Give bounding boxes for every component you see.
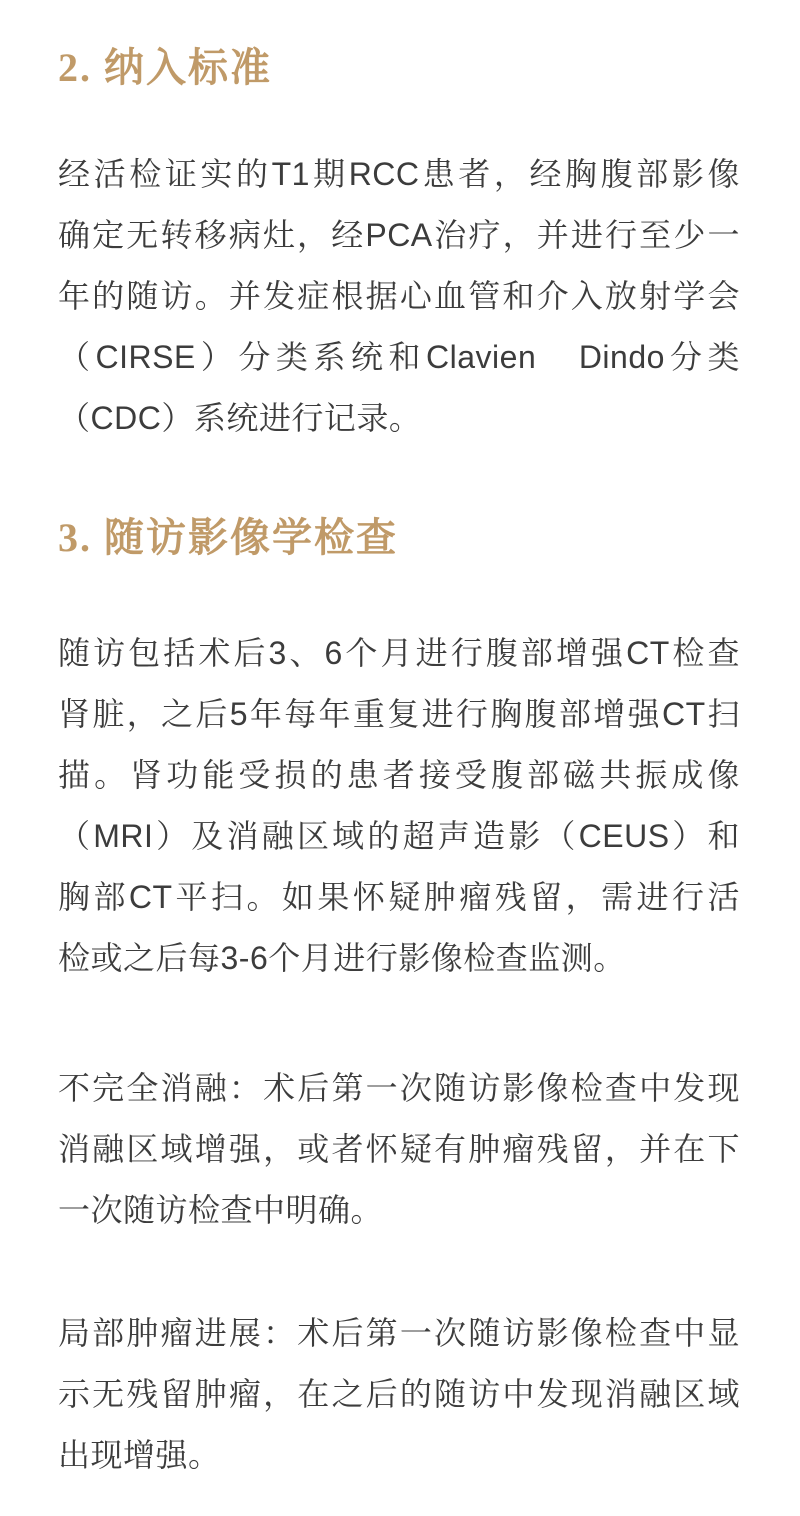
paragraph-inclusion-criteria <box>58 144 740 449</box>
text-line: 出现增强。 <box>58 1437 221 1473</box>
text-line: 肾脏，之后5年每年重复进行胸腹部增强CT扫 <box>58 696 740 732</box>
text-line: （CDC）系统进行记录。 <box>58 400 422 436</box>
text-line: 不完全消融：术后第一次随访影像检查中发现 <box>58 1070 740 1106</box>
text-line: 局部肿瘤进展：术后第一次随访影像检查中显 <box>58 1315 740 1351</box>
paragraph-followup-imaging <box>58 623 740 989</box>
text-line: 示无残留肿瘤，在之后的随访中发现消融区域 <box>58 1376 740 1412</box>
text-line: 一次随访检查中明确。 <box>58 1192 384 1228</box>
text-line: 年的随访。并发症根据心血管和介入放射学会 <box>58 278 740 314</box>
text-line: （MRI）及消融区域的超声造影（CEUS）和 <box>58 818 740 854</box>
text-line: （CIRSE）分类系统和Clavien Dindo分类 <box>58 339 740 375</box>
paragraph-incomplete-ablation <box>58 1058 740 1241</box>
text-line: 随访包括术后3、6个月进行腹部增强CT检查 <box>58 635 740 671</box>
paragraph-local-tumor-progression <box>58 1303 740 1486</box>
text-line: 检或之后每3-6个月进行影像检查监测。 <box>58 940 626 976</box>
text-line: 描。肾功能受损的患者接受腹部磁共振成像 <box>58 757 740 793</box>
text-line: 胸部CT平扫。如果怀疑肿瘤残留，需进行活 <box>58 879 740 915</box>
section-heading-inclusion-criteria: 2. 纳入标准 <box>58 45 272 90</box>
section-heading-followup-imaging: 3. 随访影像学检查 <box>58 515 398 560</box>
text-line: 经活检证实的T1期RCC患者，经胸腹部影像 <box>58 156 740 192</box>
text-line: 确定无转移病灶，经PCA治疗，并进行至少一 <box>58 217 740 253</box>
text-line: 消融区域增强，或者怀疑有肿瘤残留，并在下 <box>58 1131 740 1167</box>
